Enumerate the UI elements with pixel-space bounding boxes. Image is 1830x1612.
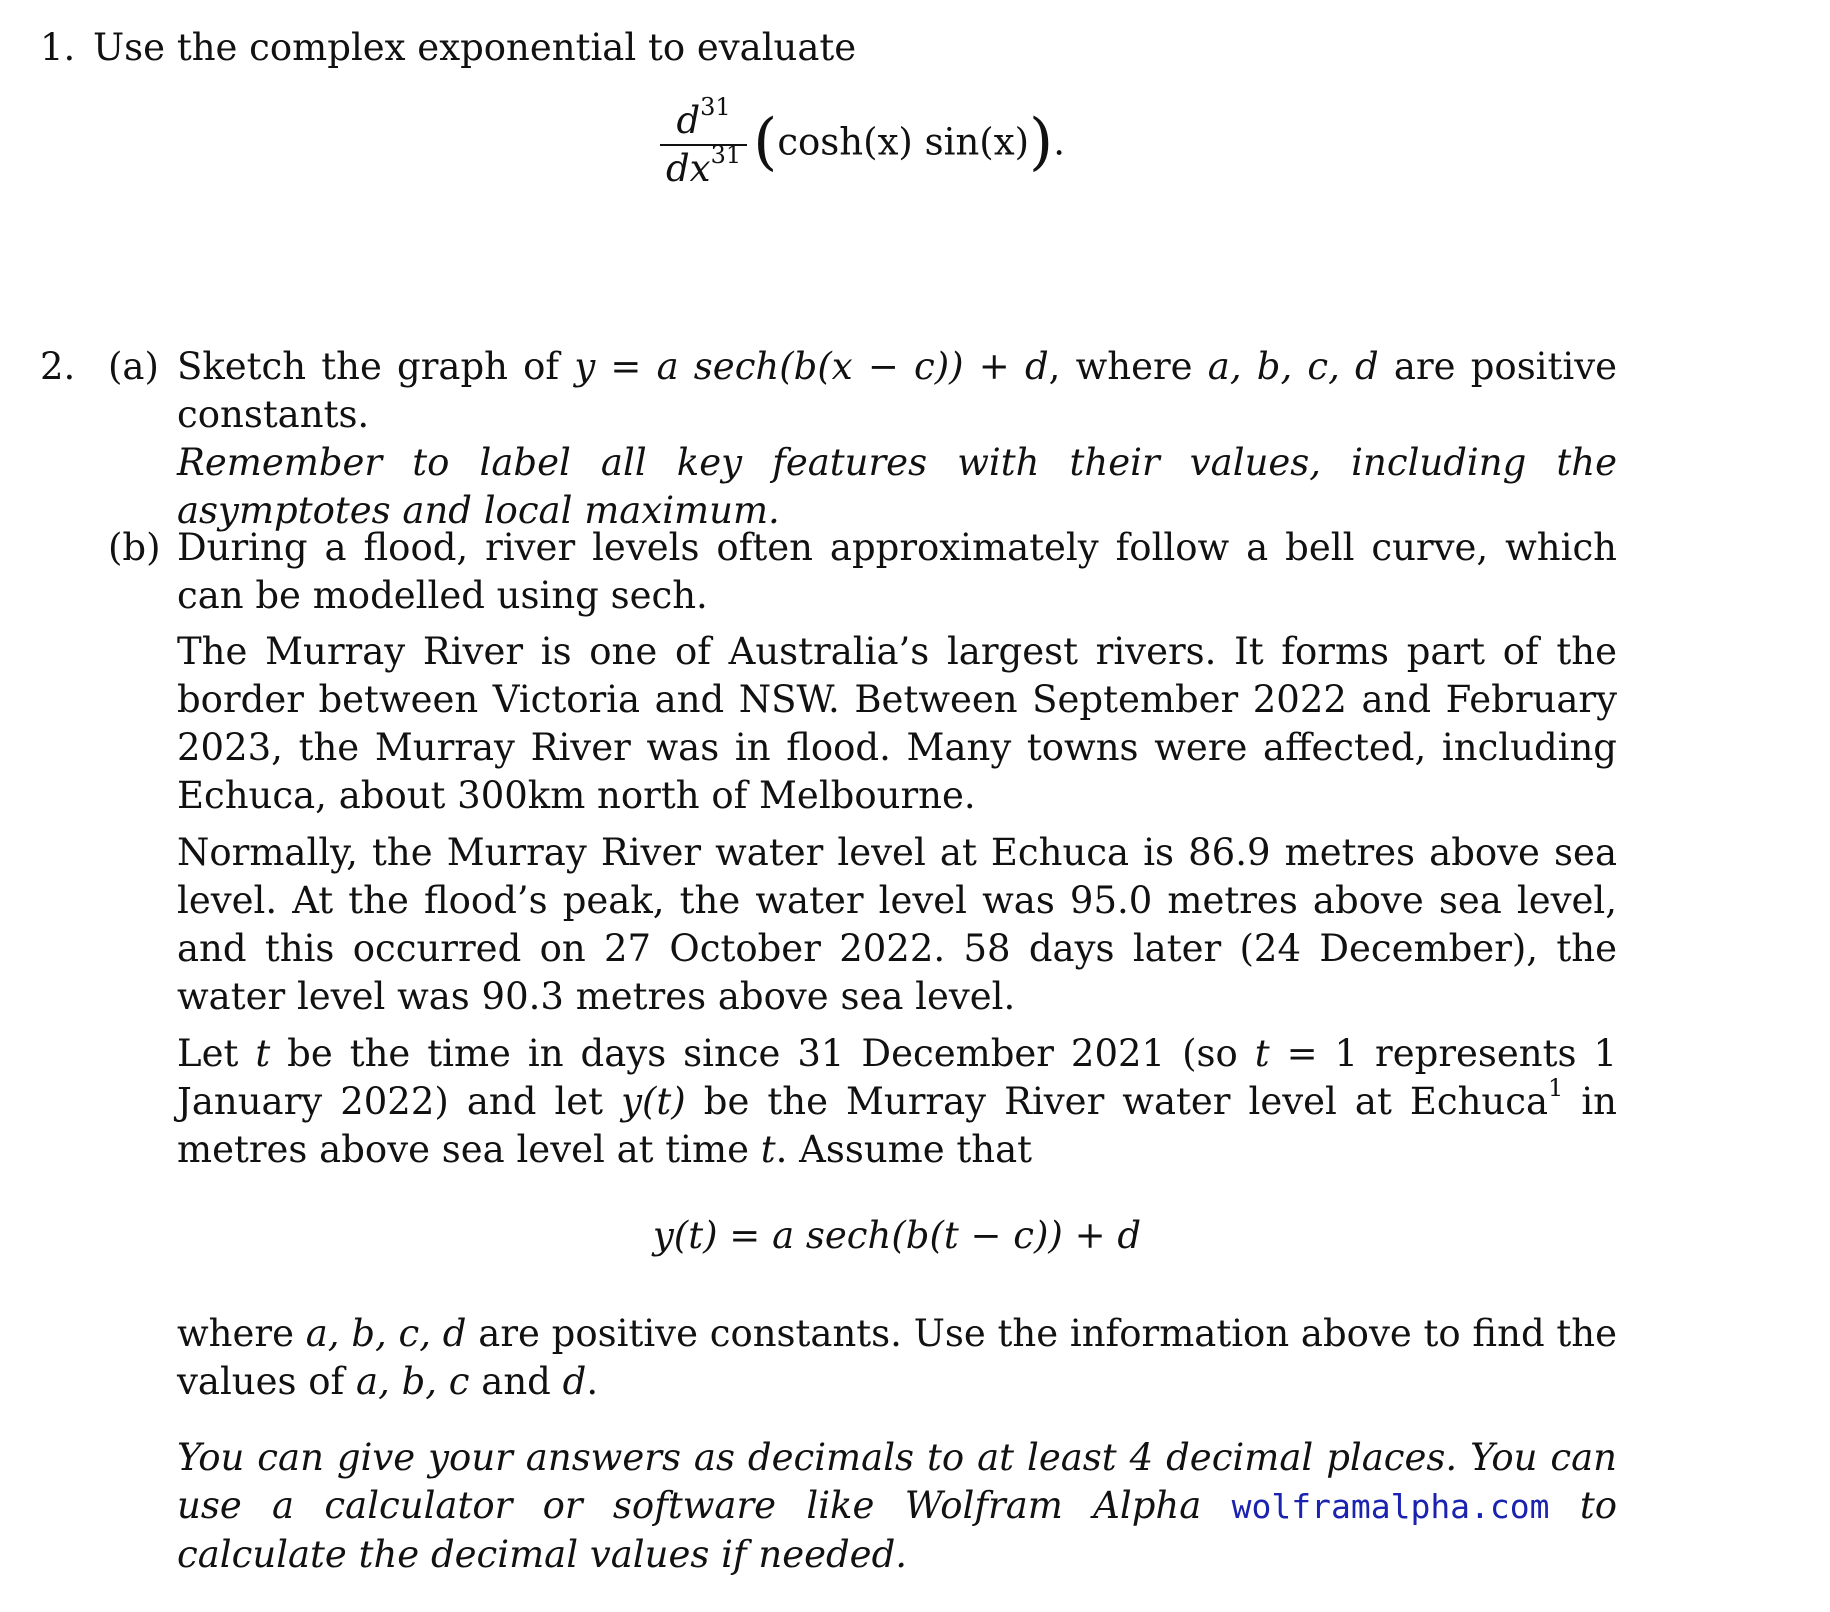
q2b-p4-d: be the Murray River water level at Echuca: [685, 1080, 1549, 1123]
q2b-display-equation: [177, 1212, 1617, 1260]
q1-order-den: 31: [710, 141, 742, 169]
q2b-label: (b): [108, 526, 161, 569]
q2b-note: [177, 1434, 1617, 1579]
q1-paren-close: ): [1029, 104, 1054, 178]
q2b-note-text: [177, 1434, 1617, 1579]
q2a-text-post: are positive constants.: [177, 345, 1618, 436]
q2b-p4: [177, 1030, 1617, 1174]
q2b-p5-d: .: [586, 1360, 599, 1403]
q1-deriv-num: d: [676, 99, 701, 142]
q2a-text-mid: , where: [1048, 345, 1208, 388]
q1-text: Use the complex exponential to evaluate: [93, 26, 857, 69]
q2b-p4-f: . Assume that: [775, 1128, 1033, 1171]
q2b-display-eq-text: y(t) = a sech(b(t − c)) + d: [652, 1214, 1142, 1257]
q1-deriv-den: dx: [666, 147, 711, 190]
q2b-p1: [177, 524, 1617, 620]
q2a-label: (a): [108, 345, 159, 388]
q2b-p5-var-d: d: [562, 1360, 587, 1403]
q1-end: .: [1053, 120, 1065, 164]
q1-derivative-display: [660, 93, 1065, 192]
q2b-p4-a: Let: [177, 1032, 256, 1075]
q2b-p3-text: Normally, the Murray River water level at Echuca is 86.9 metres above sea level. At the flood’s peak, the water level was 95.0 metres above sea level, and this occurred on 27 October 2022. 58 days later (24 December), the water level was 90.3 metres above sea level.: [177, 831, 1617, 1018]
q2b-p5: [177, 1310, 1617, 1406]
q2b-p4-yt: y(t): [621, 1080, 686, 1123]
q2b-p5-c: and: [469, 1360, 563, 1403]
q2a-instruction: Remember to label all key features with their values, including the asymptotes and local maximum.: [177, 441, 1617, 532]
q2a-statement: [177, 343, 1617, 439]
q2a-body: [177, 343, 1617, 535]
q2b-p5-vars2: a, b, c: [356, 1360, 470, 1403]
q2b-p1-text: During a flood, river levels often approximately follow a bell curve, which can be modelled using sech.: [177, 526, 1617, 617]
q2b-p4-text: [177, 1030, 1617, 1174]
q2b-p4-c: = 1 represents 1 January 2022) and let: [177, 1032, 1617, 1123]
q2b-p3: [177, 829, 1617, 1021]
q1-paren-open: (: [753, 104, 778, 178]
q2b-p5-vars: a, b, c, d: [305, 1312, 467, 1355]
q2a-equation: y = a sech(b(x − c)) + d: [574, 345, 1049, 388]
q2b-p5-b: are positive constants. Use the information above to find the values of: [177, 1312, 1617, 1403]
q2b-p4-e: in metres above sea level at time: [177, 1080, 1618, 1171]
q2b-p4-t2: t: [1254, 1032, 1270, 1075]
q2a-vars: a, b, c, d: [1207, 345, 1379, 388]
q2b-note-b: to calculate the decimal values if needed.: [177, 1484, 1618, 1576]
q2a-text-pre: Sketch the graph of: [177, 345, 575, 388]
q2b-note-a: You can give your answers as decimals to at least 4 decimal places. You can use a calculator or software like Wolfram Alpha: [177, 1436, 1617, 1527]
q2b-footnote-marker: 1: [1548, 1074, 1564, 1102]
q1-fraction: [660, 93, 747, 192]
q2-number: 2.: [40, 345, 76, 388]
q1-number: 1.: [40, 26, 76, 69]
wolframalpha-link[interactable]: wolframalpha.com: [1231, 1487, 1550, 1526]
q2b-p4-t1: t: [255, 1032, 271, 1075]
q2b-p5-a: where: [177, 1312, 306, 1355]
q1-order-num: 31: [700, 93, 731, 121]
q2b-p5-text: [177, 1310, 1617, 1406]
q2b-p4-t3: t: [760, 1128, 776, 1171]
q2b-p2: [177, 628, 1617, 820]
q2b-p2-text: The Murray River is one of Australia’s largest rivers. It forms part of the border between Victoria and NSW. Between September 2022 and February 2023, the Murray River was in flood. Many towns were affected, including Echuca, about 300km north of Melbourne.: [177, 630, 1617, 817]
q1-expression: cosh(x) sin(x): [777, 120, 1030, 164]
q2b-p4-b: be the time in days since 31 December 2021 (so: [270, 1032, 1255, 1075]
